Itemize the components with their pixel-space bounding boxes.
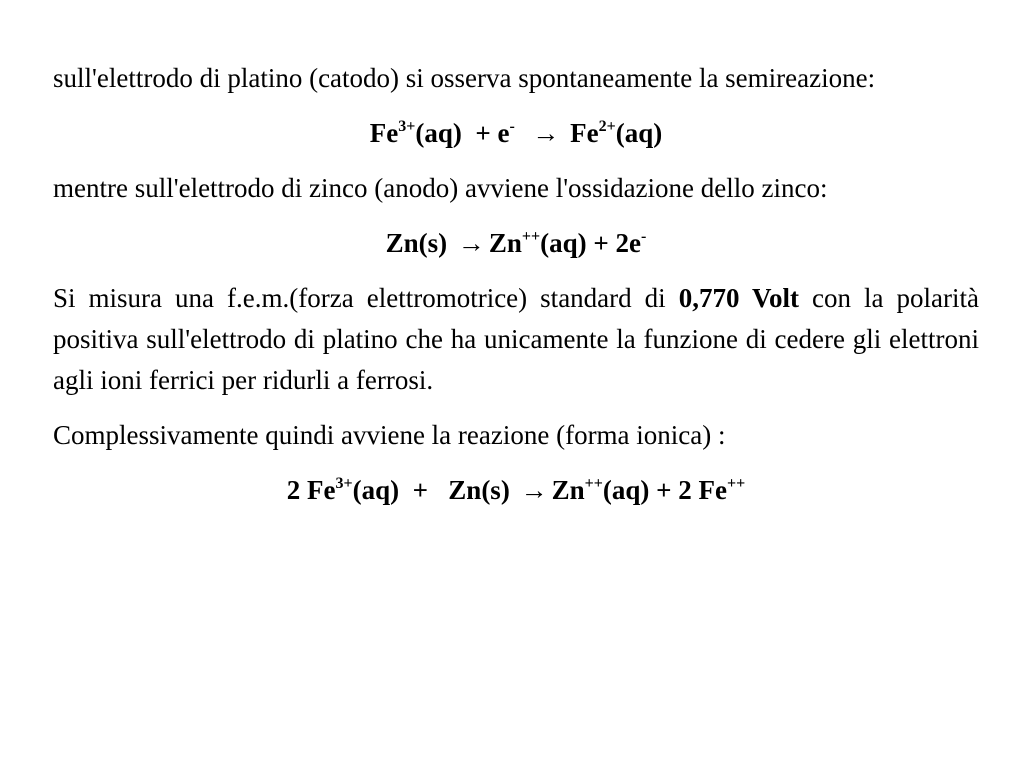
eq1-term: (aq) + e <box>415 118 510 148</box>
paragraph-anode: mentre sull'elettrodo di zinco (anodo) avviene l'ossidazione dello zinco: <box>53 173 828 203</box>
paragraph-overall: Complessivamente quindi avviene la reazione (forma ionica) : <box>53 420 726 450</box>
equation-zinc-oxidation <box>53 223 979 264</box>
eq3-term: (aq) + 2 Fe <box>602 475 727 505</box>
eq3-charge: ++ <box>584 475 603 492</box>
emf-text: con la polarità positiva sull'elettrodo di platino che ha unicamente la funzione di cedere gli elettroni agli ioni ferrici per ridurli a ferrosi. <box>53 283 979 395</box>
equation-iron-reduction <box>53 113 979 154</box>
reaction-arrow-icon: → <box>457 228 485 258</box>
eq3-charge: 3+ <box>335 475 353 492</box>
paragraph-emf <box>53 278 979 401</box>
eq1-charge: - <box>509 118 515 135</box>
eq1-term: Fe <box>570 118 599 148</box>
eq3-term: Zn <box>551 475 585 505</box>
eq3-term: 2 Fe <box>286 475 336 505</box>
eq1-term: Fe <box>369 118 399 148</box>
eq2-term: Zn(s) <box>385 228 448 258</box>
eq3-term: (aq) + Zn(s) <box>352 475 510 505</box>
emf-text: Si misura una f.e.m.(forza elettromotrice) standard di <box>53 283 679 313</box>
reaction-arrow-icon: → <box>532 118 560 148</box>
eq2-term: (aq) + 2e <box>540 228 642 258</box>
eq2-charge: - <box>641 228 647 245</box>
reaction-arrow-icon: → <box>520 475 548 505</box>
emf-value: 0,770 Volt <box>678 283 799 313</box>
equation-overall-reaction <box>53 470 979 511</box>
eq1-term: (aq) <box>615 118 663 148</box>
eq1-charge: 2+ <box>598 118 616 135</box>
eq3-charge: ++ <box>726 475 746 492</box>
eq2-charge: ++ <box>521 228 541 245</box>
eq1-charge: 3+ <box>398 118 416 135</box>
paragraph-cathode: sull'elettrodo di platino (catodo) si osserva spontaneamente la semireazione: <box>53 63 876 93</box>
eq2-term: Zn <box>488 228 522 258</box>
slide-content <box>53 58 979 525</box>
